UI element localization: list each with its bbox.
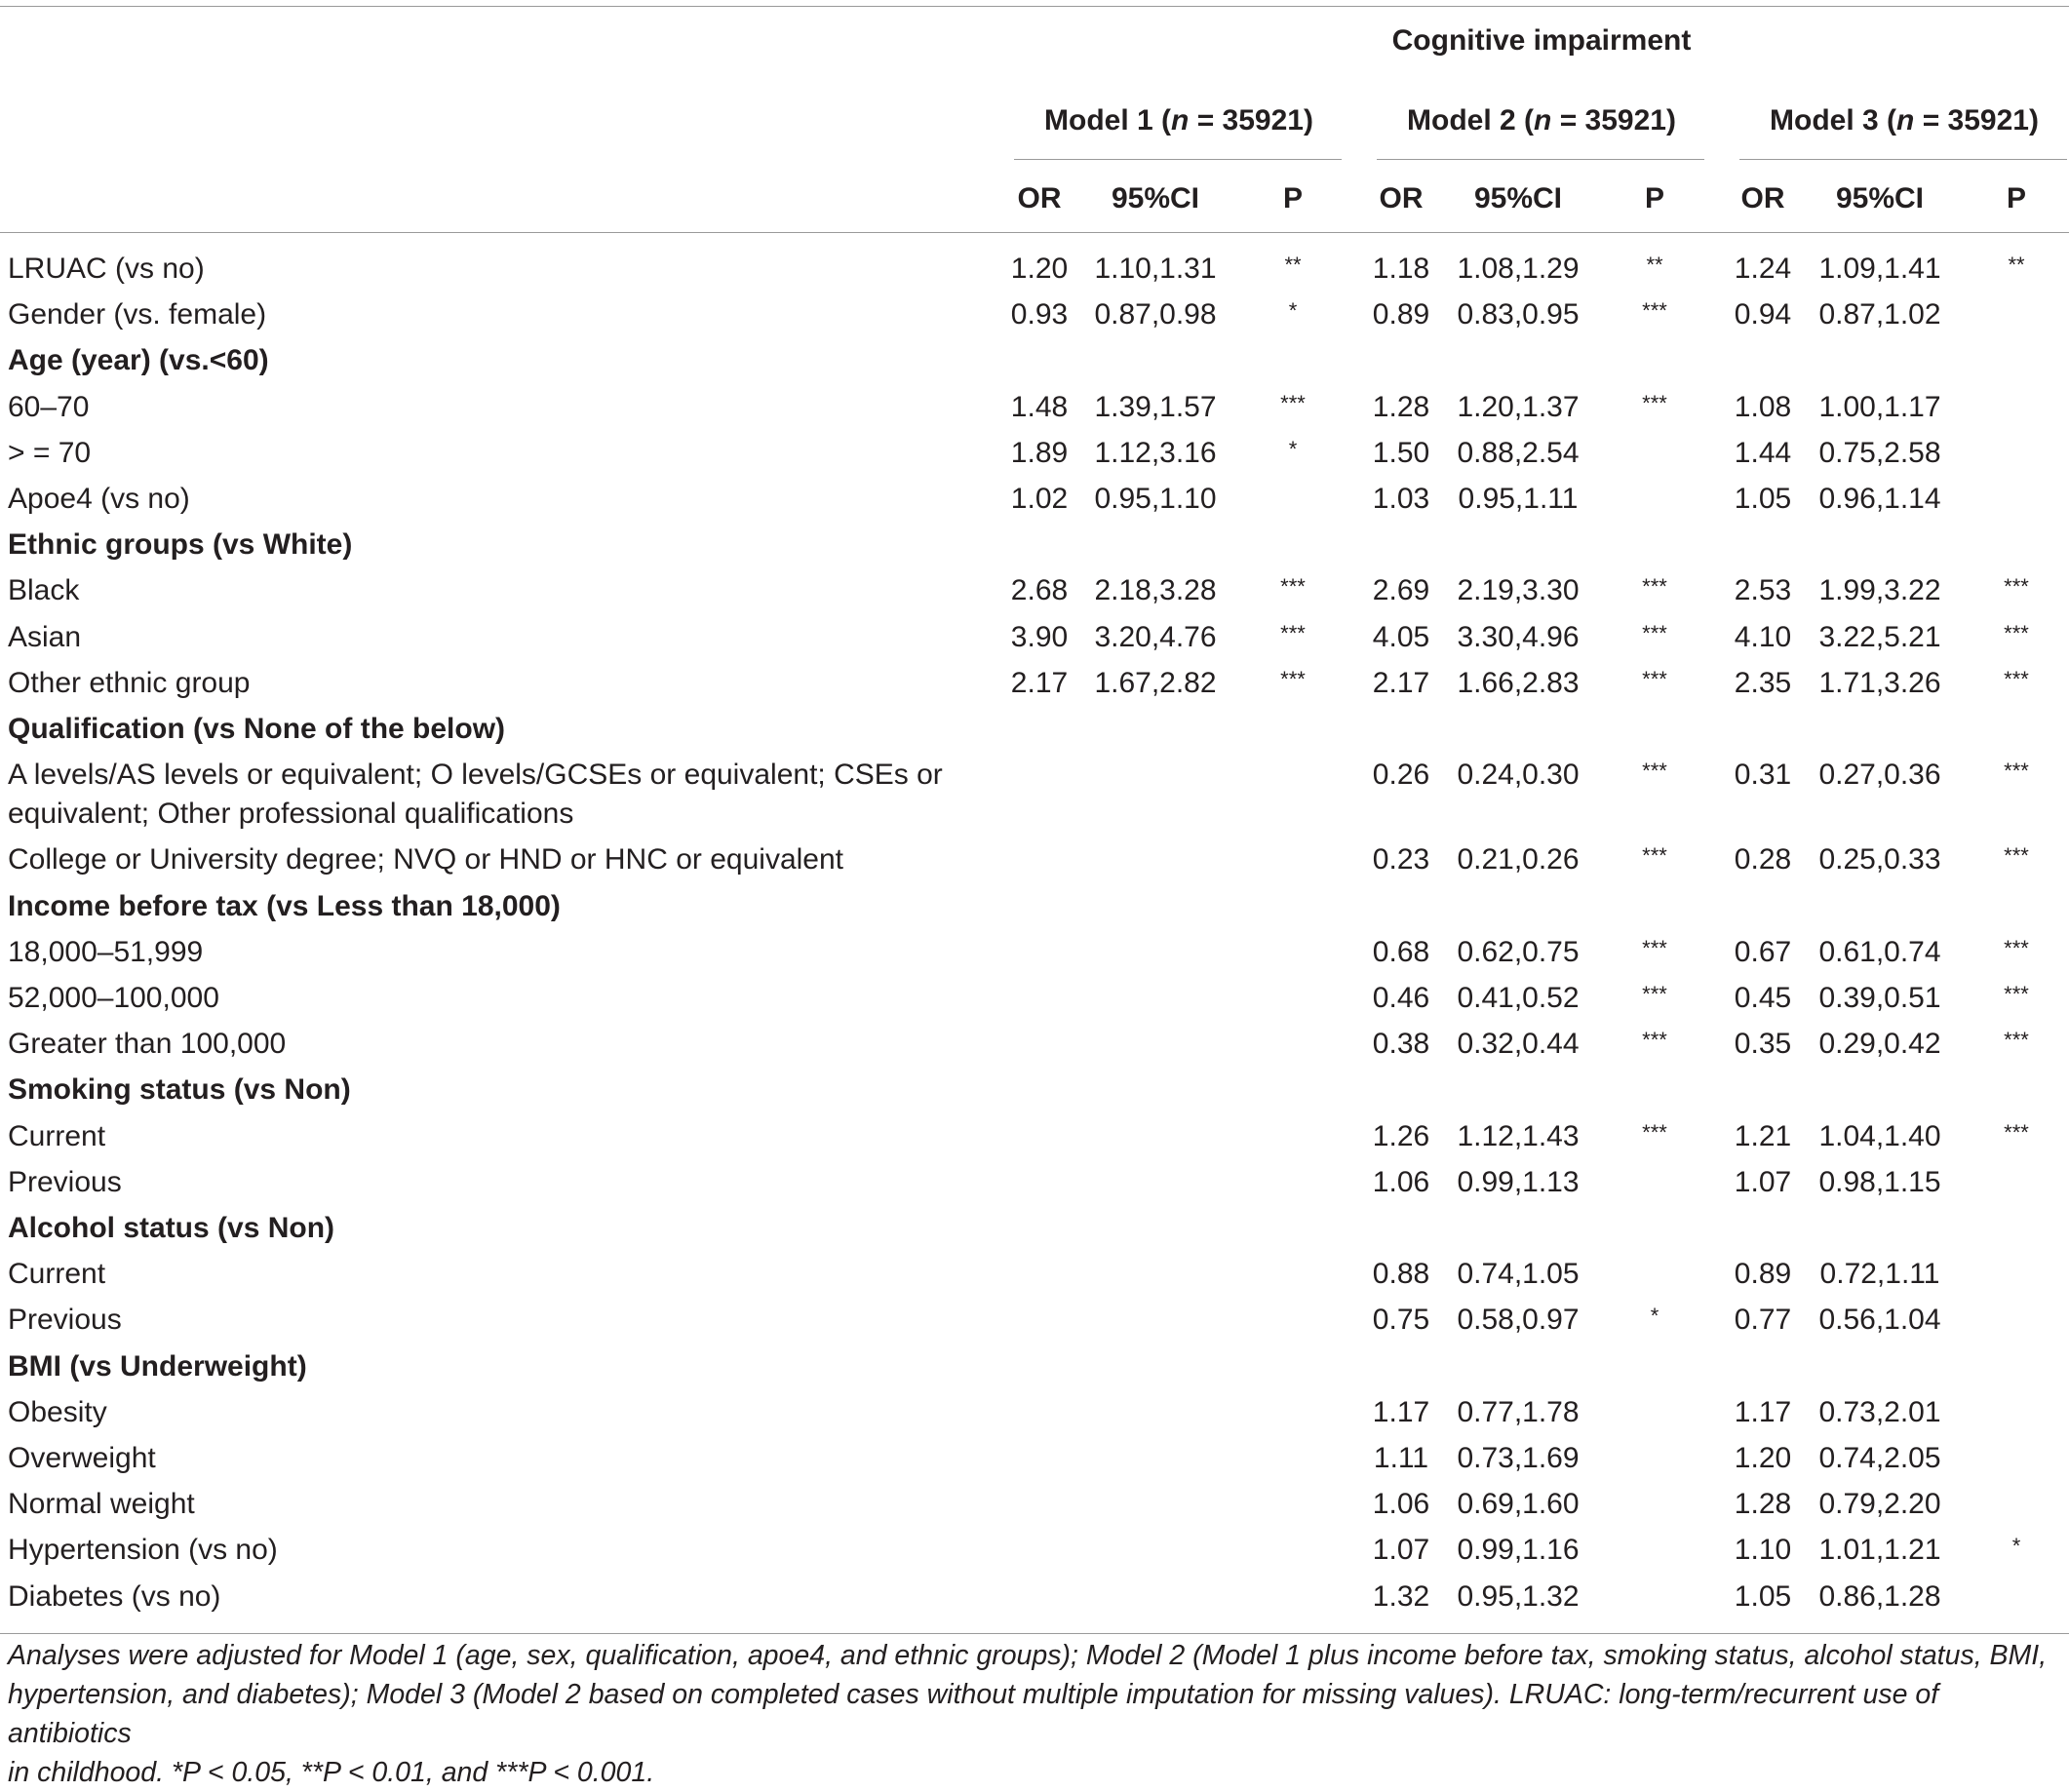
model-3-or-value: 1.05 xyxy=(1734,483,1792,515)
model-1-ci-value: 1.67,2.82 xyxy=(1094,666,1217,699)
model-3-or-value: 1.28 xyxy=(1734,1488,1792,1521)
header-bottom-rule xyxy=(0,232,2069,233)
model-1-p-value: ** xyxy=(1284,253,1302,277)
model-2-p-value: *** xyxy=(1642,982,1667,1006)
model-3-ci-value: 0.75,2.58 xyxy=(1818,436,1941,469)
row-label: Apoe4 (vs no) xyxy=(8,483,190,515)
model-2-ci-value: 0.21,0.26 xyxy=(1457,843,1580,877)
model-3-ci-value: 0.39,0.51 xyxy=(1818,982,1941,1014)
model-2-or-value: 1.18 xyxy=(1372,253,1430,285)
model-3-or-value: 1.44 xyxy=(1734,436,1792,469)
model-3-ci-value: 0.61,0.74 xyxy=(1818,935,1941,968)
model-1-p-header: P xyxy=(1282,182,1303,214)
model-1-or-value: 3.90 xyxy=(1010,620,1069,653)
model-3-ci-value: 0.79,2.20 xyxy=(1818,1488,1941,1521)
model-3-or-value: 1.17 xyxy=(1734,1395,1792,1428)
model-1-ci-header: 95%CI xyxy=(1111,182,1200,214)
model-3-or-value: 4.10 xyxy=(1734,620,1792,653)
model-1-or-header: OR xyxy=(1017,182,1062,214)
model-label: Model 2 ( xyxy=(1407,104,1535,136)
model-3-ci-value: 0.25,0.33 xyxy=(1818,843,1941,877)
row-label: 60–70 xyxy=(8,390,90,423)
model-2-or-value: 1.07 xyxy=(1372,1534,1430,1567)
row-label: A levels/AS levels or equivalent; O levels/GCSEs or equivalent; CSEs or xyxy=(8,759,943,792)
row-label: Other ethnic group xyxy=(8,666,251,699)
model-3-p-value: *** xyxy=(2004,1119,2029,1145)
model-2-p-header: P xyxy=(1644,182,1664,214)
model-1-or-value: 2.17 xyxy=(1010,666,1069,699)
model-2-or-value: 0.75 xyxy=(1372,1304,1430,1337)
model-1-p-value: *** xyxy=(1280,574,1306,600)
model-3-ci-value: 0.87,1.02 xyxy=(1818,298,1941,331)
footnote-line-2: hypertension, and diabetes); Model 3 (Model 2 based on completed cases without multiple imputation for missing values). LRUAC: long-term/recurrent use of antibiotics xyxy=(8,1679,1939,1749)
model-2-or-value: 1.50 xyxy=(1372,436,1430,469)
row-label: Current xyxy=(8,1258,106,1291)
model-1-ci-value: 0.87,0.98 xyxy=(1094,298,1217,331)
model-3-ci-value: 0.98,1.15 xyxy=(1818,1165,1941,1198)
model-1-rule xyxy=(1014,159,1342,160)
model-2-ci-value: 0.24,0.30 xyxy=(1457,759,1580,792)
row-label: 52,000–100,000 xyxy=(8,982,219,1014)
model-1-ci-value: 1.12,3.16 xyxy=(1094,436,1217,469)
model-3-or-value: 0.28 xyxy=(1734,843,1792,877)
model-2-or-value: 2.17 xyxy=(1372,666,1430,699)
model-2-or-value: 1.17 xyxy=(1372,1395,1430,1428)
row-label: LRUAC (vs no) xyxy=(8,253,205,285)
model-2-or-header: OR xyxy=(1379,182,1424,214)
model-2-or-value: 0.68 xyxy=(1372,935,1430,968)
model-2-ci-value: 0.83,0.95 xyxy=(1457,298,1580,331)
model-3-or-value: 1.05 xyxy=(1734,1579,1792,1613)
model-2-p-value: *** xyxy=(1642,843,1667,869)
model-1-ci-value: 1.39,1.57 xyxy=(1094,390,1217,423)
model-1-p-value: *** xyxy=(1280,390,1306,415)
model-3-or-value: 1.20 xyxy=(1734,1442,1792,1474)
model-2-p-value: *** xyxy=(1642,298,1667,324)
row-label: Normal weight xyxy=(8,1488,195,1521)
model-2-ci-value: 1.12,1.43 xyxy=(1457,1119,1580,1152)
model-2-ci-value: 0.32,0.44 xyxy=(1457,1028,1580,1061)
model-2-or-value: 1.06 xyxy=(1372,1165,1430,1198)
model-2-or-value: 1.11 xyxy=(1373,1442,1429,1474)
row-label: College or University degree; NVQ or HND or HNC or equivalent xyxy=(8,843,843,877)
row-label: Hypertension (vs no) xyxy=(8,1534,278,1567)
model-2-p-value: *** xyxy=(1642,620,1667,645)
row-label: Asian xyxy=(8,620,82,653)
model-2-ci-header: 95%CI xyxy=(1473,182,1563,214)
model-3-or-value: 1.24 xyxy=(1734,253,1792,285)
model-1-or-value: 1.02 xyxy=(1010,483,1069,515)
model-2-or-value: 0.89 xyxy=(1372,298,1430,331)
model-3-ci-value: 0.72,1.11 xyxy=(1819,1258,1940,1291)
model-2-or-value: 0.46 xyxy=(1372,982,1430,1014)
table-footnote xyxy=(8,1636,2067,1792)
model-2-ci-value: 0.58,0.97 xyxy=(1457,1304,1580,1337)
model-3-p-value: *** xyxy=(2004,1028,2029,1053)
row-label: Greater than 100,000 xyxy=(8,1028,287,1061)
model-3-rule xyxy=(1739,159,2067,160)
model-3-p-value: *** xyxy=(2004,935,2029,960)
model-2-ci-value: 0.95,1.11 xyxy=(1458,483,1579,515)
n-symbol: n xyxy=(1896,104,1915,136)
section-heading: Qualification (vs None of the below) xyxy=(8,713,506,745)
model-3-p-value: *** xyxy=(2004,620,2029,645)
model-3-ci-value: 1.09,1.41 xyxy=(1818,253,1941,285)
model-2-or-value: 0.38 xyxy=(1372,1028,1430,1061)
model-3-ci-value: 0.86,1.28 xyxy=(1818,1579,1941,1613)
model-1-ci-value: 1.10,1.31 xyxy=(1094,253,1217,285)
model-3-p-value: *** xyxy=(2004,982,2029,1006)
model-2-ci-value: 0.77,1.78 xyxy=(1457,1395,1580,1428)
model-3-or-value: 0.89 xyxy=(1734,1258,1792,1291)
model-2-p-value: *** xyxy=(1642,759,1667,784)
model-3-or-value: 0.45 xyxy=(1734,982,1792,1014)
model-3-or-value: 0.94 xyxy=(1734,298,1792,331)
model-3-ci-value: 0.96,1.14 xyxy=(1818,483,1941,515)
model-1-or-value: 1.89 xyxy=(1010,436,1069,469)
model-2-ci-value: 0.73,1.69 xyxy=(1457,1442,1580,1474)
model-1-ci-value: 0.95,1.10 xyxy=(1094,483,1217,515)
model-3-ci-value: 3.22,5.21 xyxy=(1818,620,1941,653)
model-2-p-value: * xyxy=(1650,1304,1659,1329)
top-rule xyxy=(0,6,2069,7)
model-3-or-value: 2.53 xyxy=(1734,574,1792,607)
model-2-p-value: *** xyxy=(1642,574,1667,600)
model-2-or-value: 1.03 xyxy=(1372,483,1430,515)
bottom-rule xyxy=(0,1633,2069,1634)
model-3-p-value: *** xyxy=(2004,843,2029,869)
model-2-p-value: *** xyxy=(1642,1028,1667,1053)
model-3-or-value: 2.35 xyxy=(1734,666,1792,699)
model-3-p-value: *** xyxy=(2004,759,2029,784)
model-3-or-header: OR xyxy=(1740,182,1785,214)
model-2-p-value: ** xyxy=(1646,253,1663,277)
model-count: = 35921) xyxy=(1914,104,2039,136)
model-3-or-value: 0.67 xyxy=(1734,935,1792,968)
model-count: = 35921) xyxy=(1189,104,1313,136)
model-3-p-value: *** xyxy=(2004,574,2029,600)
model-3-header xyxy=(1739,101,2069,140)
row-label: Black xyxy=(8,574,80,607)
model-1-or-value: 1.20 xyxy=(1010,253,1069,285)
model-3-ci-header: 95%CI xyxy=(1835,182,1925,214)
model-1-or-value: 0.93 xyxy=(1010,298,1069,331)
model-2-or-value: 4.05 xyxy=(1372,620,1430,653)
model-2-or-value: 1.06 xyxy=(1372,1488,1430,1521)
model-2-rule xyxy=(1377,159,1704,160)
model-2-p-value: *** xyxy=(1642,1119,1667,1145)
row-label: Gender (vs. female) xyxy=(8,298,267,331)
model-2-ci-value: 0.99,1.13 xyxy=(1457,1165,1580,1198)
model-3-or-value: 0.35 xyxy=(1734,1028,1792,1061)
row-label: > = 70 xyxy=(8,436,92,469)
model-3-ci-value: 0.74,2.05 xyxy=(1818,1442,1941,1474)
model-3-ci-value: 1.99,3.22 xyxy=(1818,574,1941,607)
model-2-or-value: 0.26 xyxy=(1372,759,1430,792)
model-3-ci-value: 0.27,0.36 xyxy=(1818,759,1941,792)
model-2-p-value: *** xyxy=(1642,666,1667,691)
model-2-ci-value: 1.66,2.83 xyxy=(1457,666,1580,699)
model-2-ci-value: 0.88,2.54 xyxy=(1457,436,1580,469)
section-heading: Age (year) (vs.<60) xyxy=(8,344,269,377)
model-2-or-value: 1.28 xyxy=(1372,390,1430,423)
model-3-p-value: ** xyxy=(2008,253,2025,277)
model-3-ci-value: 1.04,1.40 xyxy=(1818,1119,1941,1152)
model-2-or-value: 1.26 xyxy=(1372,1119,1430,1152)
footnote-line-1: Analyses were adjusted for Model 1 (age, sex, qualification, apoe4, and ethnic groups); Model 2 (Model 1 plus income before tax, smoking status, alcohol status, BMI, xyxy=(8,1640,2048,1671)
model-3-or-value: 1.08 xyxy=(1734,390,1792,423)
row-label: Previous xyxy=(8,1165,122,1198)
section-heading: BMI (vs Underweight) xyxy=(8,1349,307,1383)
model-count: = 35921) xyxy=(1551,104,1676,136)
model-3-ci-value: 0.56,1.04 xyxy=(1818,1304,1941,1337)
model-label: Model 1 ( xyxy=(1044,104,1172,136)
model-1-p-value: * xyxy=(1288,436,1298,461)
model-2-p-value: *** xyxy=(1642,390,1667,415)
model-2-ci-value: 0.74,1.05 xyxy=(1457,1258,1580,1291)
model-3-ci-value: 1.71,3.26 xyxy=(1818,666,1941,699)
model-3-or-value: 0.31 xyxy=(1734,759,1792,792)
model-2-or-value: 2.69 xyxy=(1372,574,1430,607)
section-heading: Ethnic groups (vs White) xyxy=(8,528,353,562)
model-1-ci-value: 2.18,3.28 xyxy=(1094,574,1217,607)
model-2-ci-value: 0.41,0.52 xyxy=(1457,982,1580,1014)
model-1-p-value: *** xyxy=(1280,666,1306,691)
model-3-or-value: 1.10 xyxy=(1734,1534,1792,1567)
model-3-ci-value: 1.01,1.21 xyxy=(1818,1534,1941,1567)
model-2-or-value: 1.32 xyxy=(1372,1579,1430,1613)
n-symbol: n xyxy=(1534,104,1552,136)
row-label: 18,000–51,999 xyxy=(8,935,204,968)
row-label: Obesity xyxy=(8,1395,107,1428)
n-symbol: n xyxy=(1171,104,1190,136)
row-label-continued: equivalent; Other professional qualifications xyxy=(8,798,574,831)
model-2-ci-value: 3.30,4.96 xyxy=(1457,620,1580,653)
model-2-ci-value: 1.08,1.29 xyxy=(1457,253,1580,285)
model-3-p-value: * xyxy=(2011,1534,2021,1559)
model-3-or-value: 1.21 xyxy=(1734,1119,1792,1152)
model-2-p-value: *** xyxy=(1642,935,1667,960)
model-3-p-header: P xyxy=(2006,182,2026,214)
model-2-or-value: 0.88 xyxy=(1372,1258,1430,1291)
model-3-ci-value: 0.73,2.01 xyxy=(1818,1395,1941,1428)
model-2-ci-value: 0.62,0.75 xyxy=(1457,935,1580,968)
model-3-ci-value: 0.29,0.42 xyxy=(1818,1028,1941,1061)
model-1-ci-value: 3.20,4.76 xyxy=(1094,620,1217,653)
model-2-ci-value: 0.99,1.16 xyxy=(1457,1534,1580,1567)
model-3-ci-value: 1.00,1.17 xyxy=(1818,390,1941,423)
section-heading: Income before tax (vs Less than 18,000) xyxy=(8,889,561,922)
model-3-p-value: *** xyxy=(2004,666,2029,691)
model-1-or-value: 2.68 xyxy=(1010,574,1069,607)
model-1-p-value: * xyxy=(1288,298,1298,324)
model-1-p-value: *** xyxy=(1280,620,1306,645)
model-2-or-value: 0.23 xyxy=(1372,843,1430,877)
model-1-or-value: 1.48 xyxy=(1010,390,1069,423)
section-heading: Alcohol status (vs Non) xyxy=(8,1212,335,1244)
row-label: Diabetes (vs no) xyxy=(8,1579,221,1613)
model-2-ci-value: 0.69,1.60 xyxy=(1457,1488,1580,1521)
row-label: Overweight xyxy=(8,1442,156,1474)
model-2-ci-value: 1.20,1.37 xyxy=(1457,390,1580,423)
model-3-or-value: 0.77 xyxy=(1734,1304,1792,1337)
model-3-or-value: 1.07 xyxy=(1734,1165,1792,1198)
model-1-header xyxy=(1014,101,1344,140)
model-2-ci-value: 0.95,1.32 xyxy=(1457,1579,1580,1613)
footnote-line-3: in childhood. *P < 0.05, **P < 0.01, and ***P < 0.001. xyxy=(8,1757,655,1788)
row-label: Previous xyxy=(8,1304,122,1337)
model-2-header xyxy=(1377,101,1706,140)
model-2-ci-value: 2.19,3.30 xyxy=(1457,574,1580,607)
model-label: Model 3 ( xyxy=(1770,104,1897,136)
section-heading: Smoking status (vs Non) xyxy=(8,1073,351,1107)
row-label: Current xyxy=(8,1119,106,1152)
group-header: Cognitive impairment xyxy=(1391,24,1692,57)
